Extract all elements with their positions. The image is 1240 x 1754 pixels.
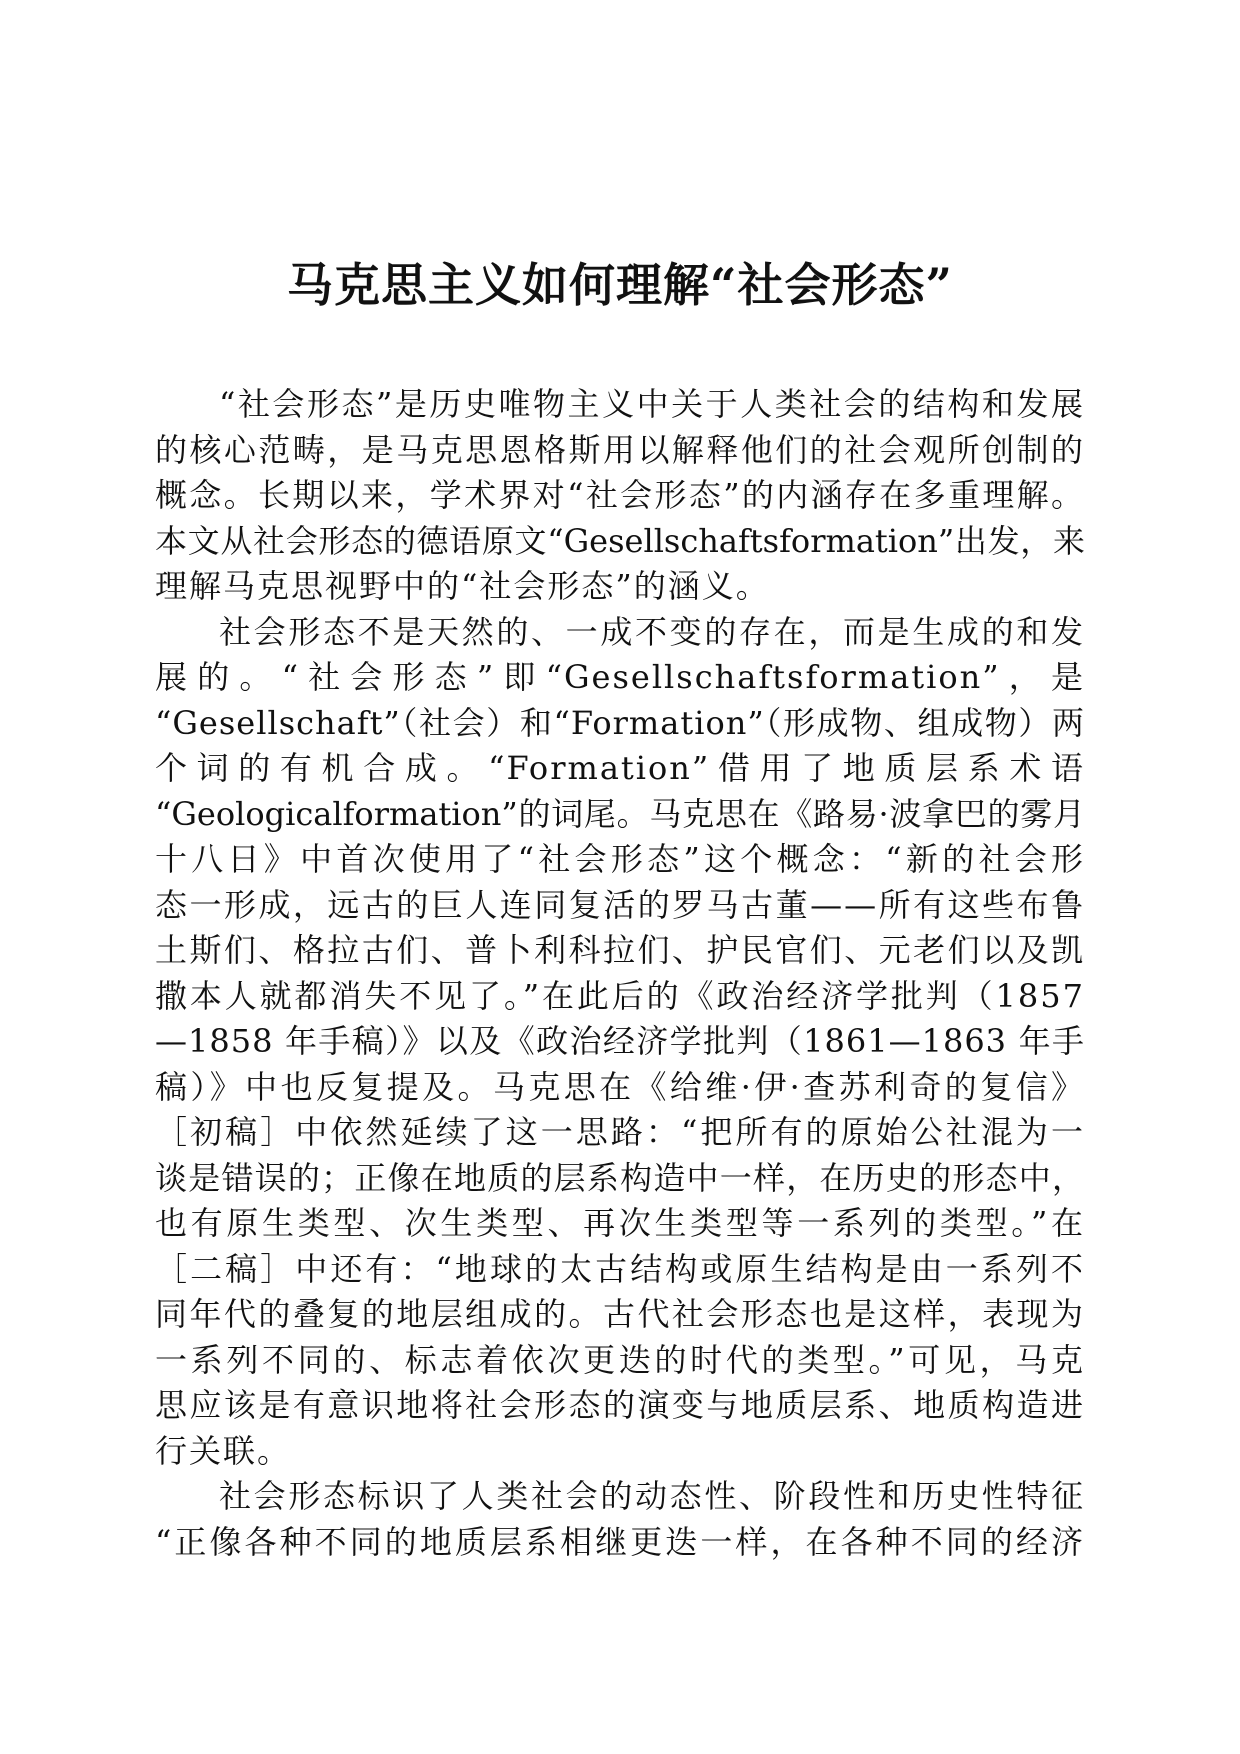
- text-line: 的核心范畴，是马克思恩格斯用以解释他们的社会观所创制的: [155, 430, 1085, 469]
- text-line: ［二稿］中还有：“地球的太古结构或原生结构是由一系列不: [155, 1249, 1085, 1288]
- text-line: 理解马克思视野中的“社会形态”的涵义。: [155, 567, 770, 605]
- page-title: 马克思主义如何理解“社会形态”: [287, 258, 953, 312]
- text-line: 也有原生类型、次生类型、再次生类型等一系列的类型。”在: [155, 1204, 1085, 1242]
- text-line: 个词的有机合成。“Formation”借用了地质层系术语: [155, 749, 1085, 787]
- text-line: “社会形态”是历史唯物主义中关于人类社会的结构和发展: [219, 385, 1085, 423]
- text-line: 社会形态标识了人类社会的动态性、阶段性和历史性特征: [219, 1477, 1085, 1515]
- text-line: 展的。“社会形态”即“Gesellschaftsformation”，是: [155, 658, 1085, 696]
- text-line: 稿）》中也反复提及。马克思在《给维·伊·查苏利奇的复信》: [155, 1067, 1085, 1106]
- text-line: 土斯们、格拉古们、普卜利科拉们、护民官们、元老们以及凯: [155, 931, 1085, 969]
- text-line: 十八日》中首次使用了“社会形态”这个概念：“新的社会形: [155, 840, 1085, 878]
- text-line: 一系列不同的、标志着依次更迭的时代的类型。”可见，马克: [155, 1340, 1085, 1379]
- text-line: 思应该是有意识地将社会形态的演变与地质层系、地质构造进: [155, 1386, 1085, 1424]
- text-line: ［初稿］中依然延续了这一思路：“把所有的原始公社混为一: [155, 1113, 1085, 1151]
- text-line: 撒本人就都消失不见了。”在此后的《政治经济学批判（1857: [155, 976, 1085, 1015]
- text-line: 社会形态不是天然的、一成不变的存在，而是生成的和发: [219, 612, 1085, 651]
- text-line: 同年代的叠复的地层组成的。古代社会形态也是这样，表现为: [155, 1295, 1085, 1333]
- text-line: 本文从社会形态的德语原文“Gesellschaftsformation”出发，来: [155, 521, 1085, 560]
- text-line: “Gesellschaft”（社会）和“Formation”（形成物、组成物）两: [155, 703, 1085, 742]
- text-line: 态一形成，远古的巨人连同复活的罗马古董——所有这些布鲁: [155, 885, 1085, 924]
- article-body: [155, 382, 1085, 1565]
- text-line: “正像各种不同的地质层系相继更迭一样，在各种不同的经济: [155, 1522, 1085, 1561]
- text-line: 谈是错误的；正像在地质的层系构造中一样，在历史的形态中，: [155, 1158, 1085, 1197]
- text-line: “Geologicalformation”的词尾。马克思在《路易·波拿巴的雾月: [155, 794, 1085, 833]
- text-line: 概念。长期以来，学术界对“社会形态”的内涵存在多重理解。: [155, 476, 1085, 514]
- text-line: —1858 年手稿）》以及《政治经济学批判（1861—1863 年手: [155, 1022, 1085, 1060]
- text-line: 行关联。: [155, 1431, 292, 1470]
